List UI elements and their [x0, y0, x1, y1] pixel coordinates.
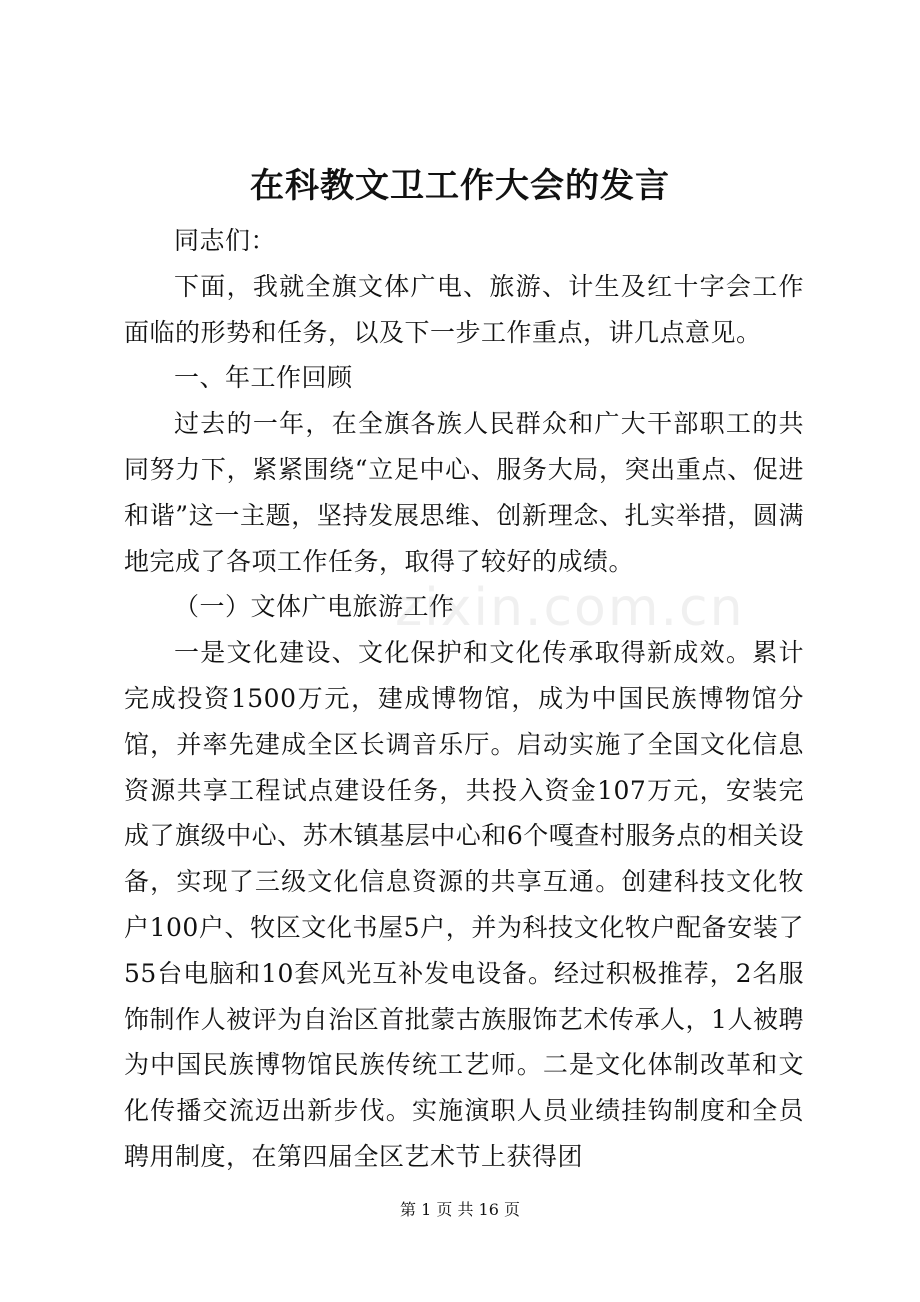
culture-paragraph: 一是文化建设、文化保护和文化传承取得新成效。累计完成投资1500万元，建成博物馆，成为中国民族博物馆分馆，并率先建成全区长调音乐厅。启动实施了全国文化信息资源共享工程试点建设任务，共投入资金107万元，安装完成了旗级中心、苏木镇基层中心和6个嘎查村服务点的相关设备，实现了三级文化信息资源的共享互通。创建科技文化牧户100户、牧区文化书屋5户，并为科技文化牧户配备安装了55台电脑和10套风光互补发电设备。经过积极推荐，2名服饰制作人被评为自治区首批蒙古族服饰艺术传承人，1人被聘为中国民族博物馆民族传统工艺师。二是文化体制改革和文化传播交流迈出新步伐。实施演职人员业绩挂钩制度和全员聘用制度，在第四届全区艺术节上获得团 [124, 638, 804, 1171]
document-title: 在科教文卫工作大会的发言 [250, 166, 670, 206]
document-body [124, 218, 804, 1180]
page-footer: 第 1 页 共 16 页 [400, 1200, 520, 1219]
salutation-paragraph: 同志们： [174, 226, 277, 255]
section-heading: 一、年工作回顾 [174, 363, 353, 393]
subsection-heading: （一）文体广电旅游工作 [174, 592, 455, 622]
watermark: zixin.com.cn [395, 578, 745, 638]
review-paragraph: 过去的一年，在全旗各族人民群众和广大干部职工的共同努力下，紧紧围绕“立足中心、服务大局，突出重点、促进和谐”这一主题，坚持发展思维、创新理念、扎实举措，圆满地完成了各项工作任务，取得了较好的成绩。 [124, 409, 804, 576]
intro-paragraph: 下面，我就全旗文体广电、旅游、计生及红十字会工作面临的形势和任务，以及下一步工作重点，讲几点意见。 [124, 271, 804, 347]
